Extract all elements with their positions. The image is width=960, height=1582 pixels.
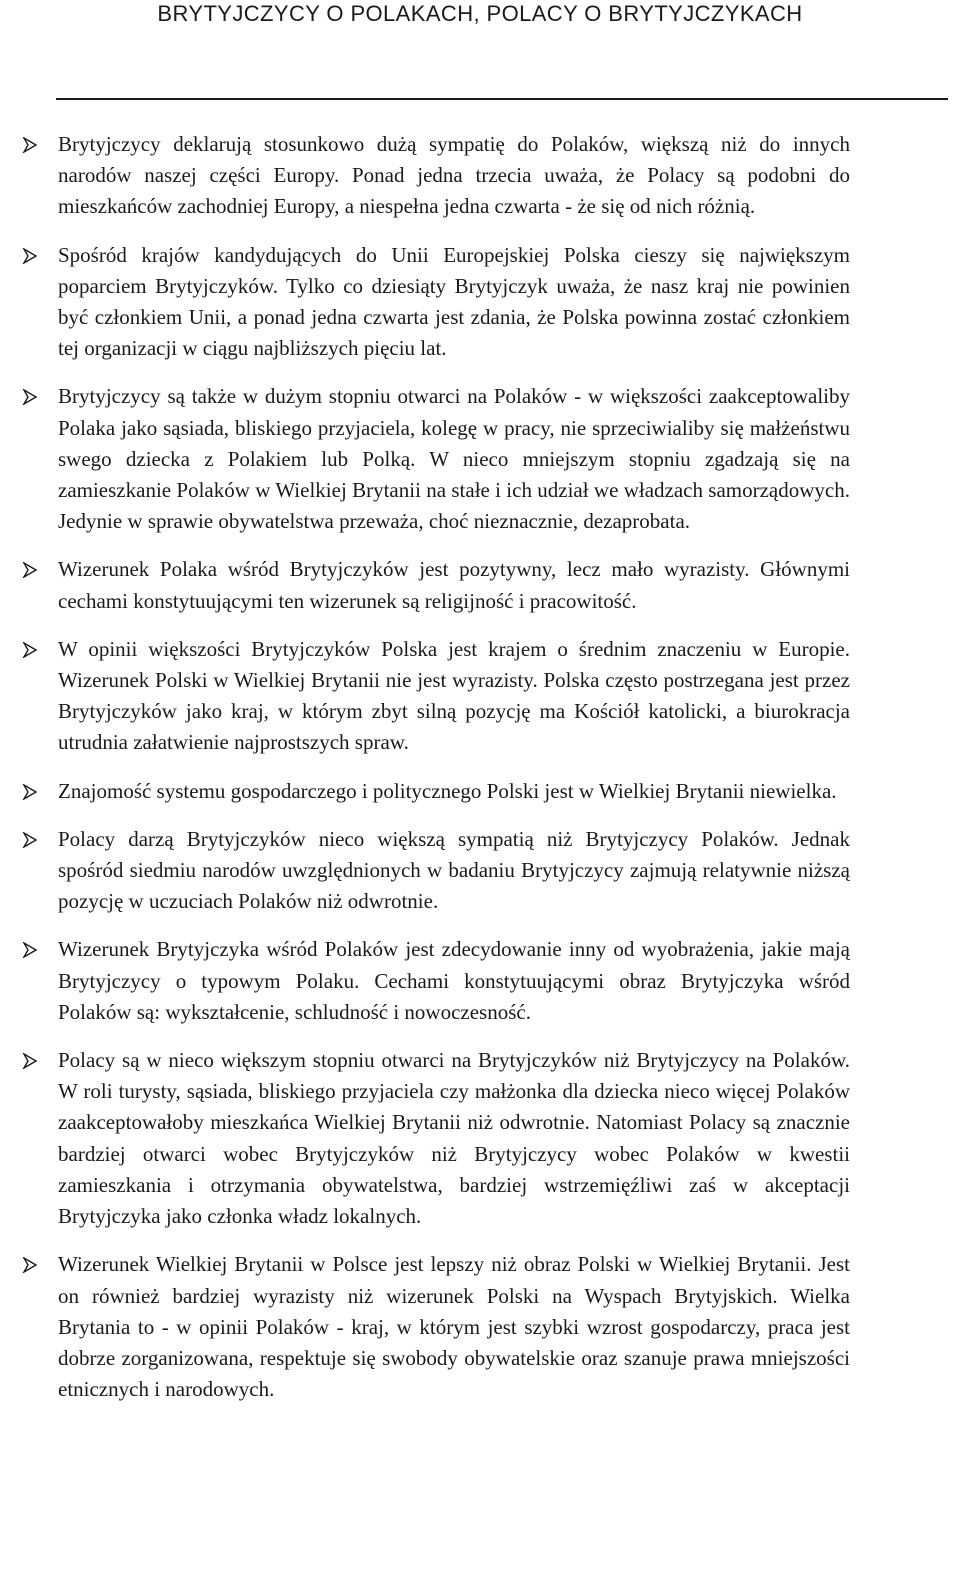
list-item-text: Polacy darzą Brytyjczyków nieco większą sympatią niż Brytyjczycy Polaków. Jednak spośród siedmiu narodów uwzględnionych w badaniu Brytyjczycy zajmują relatywnie niższą pozycję w uczuciach Polaków niż odwrotnie. xyxy=(58,826,850,914)
list-item xyxy=(0,381,960,537)
arrow-bullet-icon xyxy=(22,248,38,264)
list-item-text: Brytyjczycy deklarują stosunkowo dużą sympatię do Polaków, większą niż do innych narodów naszej części Europy. Ponad jedna trzecia uważa, że Polacy są podobni do mieszkańców zachodniej Europy, a niespełna jedna czwarta - że się od nich różnią. xyxy=(58,132,850,219)
list-item-text: Wizerunek Brytyjczyka wśród Polaków jest zdecydowanie inny od wyobrażenia, jakie mają Brytyjczycy o typowym Polaku. Cechami konstytuującymi obraz Brytyjczyka wśród Polaków są: wykształcenie, schludność i nowoczesność. xyxy=(58,937,850,1024)
page-title: BRYTYJCZYCY O POLAKACH, POLACY O BRYTYJCZYKACH xyxy=(157,1,803,26)
arrow-bullet-icon xyxy=(22,562,38,578)
list-item xyxy=(0,1249,960,1405)
bullet-list xyxy=(0,129,960,1422)
list-item xyxy=(0,554,960,616)
arrow-bullet-icon xyxy=(22,942,38,958)
list-item xyxy=(0,934,960,1028)
list-item xyxy=(0,240,960,365)
arrow-bullet-icon xyxy=(22,832,38,848)
arrow-bullet-icon xyxy=(22,389,38,405)
list-item xyxy=(0,129,960,223)
list-item xyxy=(0,776,960,807)
arrow-bullet-icon xyxy=(22,1257,38,1273)
list-item-text: Znajomość systemu gospodarczego i politycznego Polski jest w Wielkiej Brytanii niewielka. xyxy=(58,778,837,803)
list-item-text: Polacy są w nieco większym stopniu otwarci na Brytyjczyków niż Brytyjczycy na Polaków. W roli turysty, sąsiada, bliskiego przyjaciela czy małżonka dla dziecka nieco więcej Polaków zaakceptowałoby mieszkańca Wielkiej Brytanii niż odwrotnie. Natomiast Polacy są znacznie bardziej otwarci wobec Brytyjczyków niż Brytyjczycy wobec Polaków w kwestii zamieszkania i otrzymania obywatelstwa, bardziej wstrzemięźliwi zaś w akceptacji Brytyjczyka jako członka władz lokalnych. xyxy=(58,1048,850,1229)
title-divider xyxy=(56,98,948,100)
arrow-bullet-icon xyxy=(22,1053,38,1069)
list-item xyxy=(0,824,960,918)
list-item-text: W opinii większości Brytyjczyków Polska jest krajem o średnim znaczeniu w Europie. Wizerunek Polski w Wielkiej Brytanii nie jest wyrazisty. Polska często postrzegana jest przez Brytyjczyków jako kraj, w którym zbyt silną pozycję ma Kościół katolicki, a biurokracja utrudnia załatwienie najprostszych spraw. xyxy=(58,636,850,755)
arrow-bullet-icon xyxy=(22,784,38,800)
arrow-bullet-icon xyxy=(22,642,38,658)
list-item-text: Spośród krajów kandydujących do Unii Europejskiej Polska cieszy się największym poparciem Brytyjczyków. Tylko co dziesiąty Brytyjczyk uważa, że nasz kraj nie powinien być członkiem Unii, a ponad jedna czwarta jest zdania, że Polska powinna zostać członkiem tej organizacji w ciągu najbliższych pięciu lat. xyxy=(58,242,850,361)
list-item-text: Wizerunek Wielkiej Brytanii w Polsce jest lepszy niż obraz Polski w Wielkiej Brytanii. Jest on również bardziej wyrazisty niż wizerunek Polski na Wyspach Brytyjskich. Wielka Brytania to - w opinii Polaków - kraj, w którym jest szybki wzrost gospodarczy, praca jest dobrze zorganizowana, respektuje się swobody obywatelskie oraz szanuje prawa mniejszości etnicznych i narodowych. xyxy=(58,1252,850,1402)
list-item-text: Wizerunek Polaka wśród Brytyjczyków jest pozytywny, lecz mało wyrazisty. Głównymi cechami konstytuującymi ten wizerunek są religijność i pracowitość. xyxy=(58,557,850,613)
list-item xyxy=(0,634,960,759)
list-item xyxy=(0,1045,960,1232)
list-item-text: Brytyjczycy są także w dużym stopniu otwarci na Polaków - w większości zaakceptowaliby Polaka jako sąsiada, bliskiego przyjaciela, kolegę w pracy, nie sprzeciwialiby się małżeństwu swego dziecka z Polakiem lub Polką. W nieco mniejszym stopniu zgadzają się na zamieszkanie Polaków w Wielkiej Brytanii na stałe i ich udział we władzach samorządowych. Jedynie w sprawie obywatelstwa przeważa, choć nieznacznie, dezaprobata. xyxy=(58,384,850,534)
arrow-bullet-icon xyxy=(22,137,38,153)
